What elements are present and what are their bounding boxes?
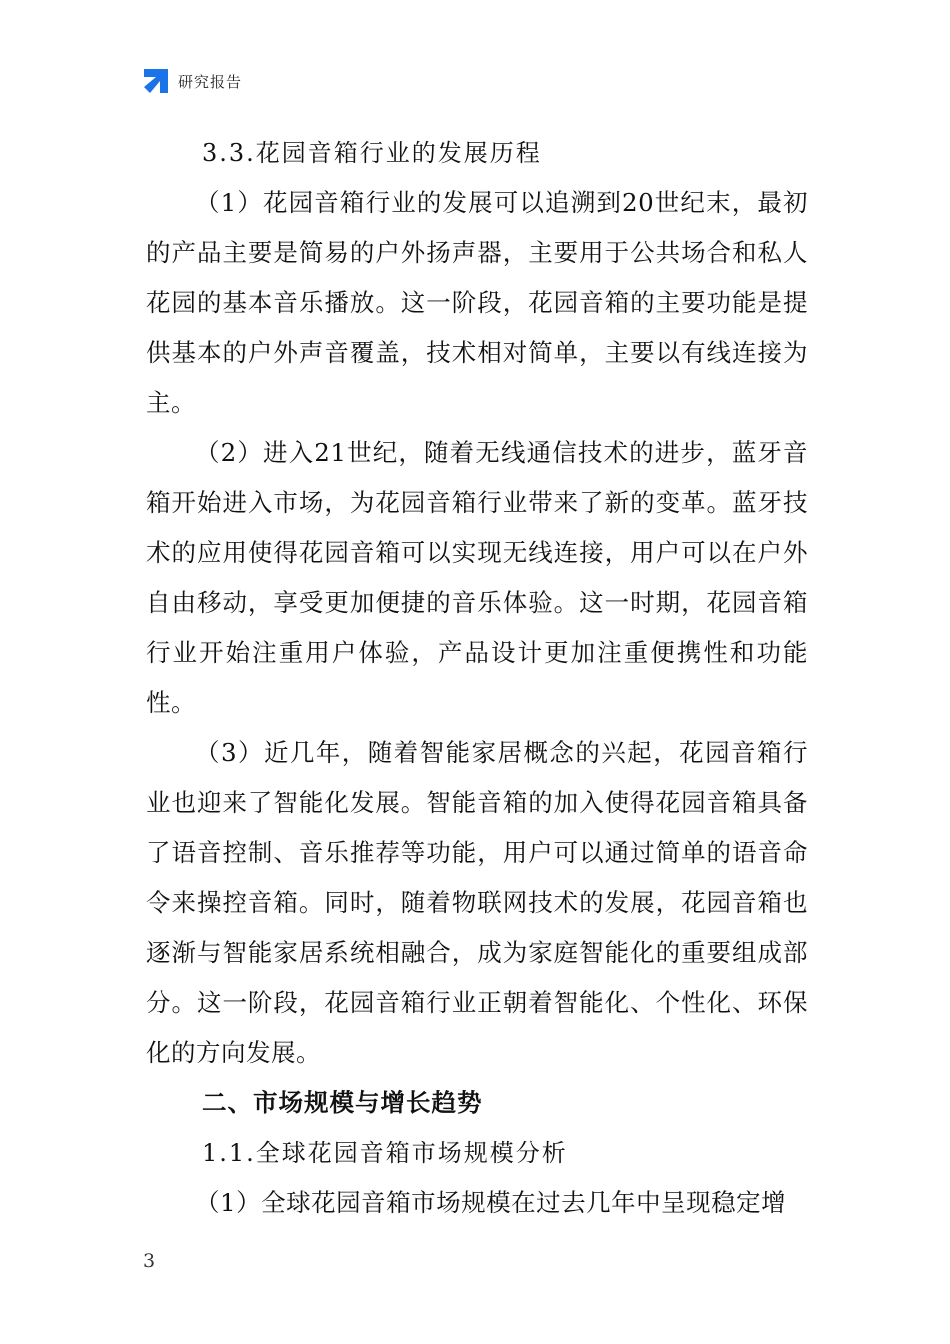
chapter-heading-2: 二、市场规模与增长趋势 — [202, 1088, 483, 1117]
section-heading-3-3: 3.3.花园音箱行业的发展历程 — [202, 139, 542, 167]
paragraph-3-3-2: （2）进入21世纪，随着无线通信技术的进步，蓝牙音箱开始进入市场，为花园音箱行业带来了新的变革。蓝牙技术的应用使得花园音箱可以实现无线连接，用户可以在户外自由移动，享受更加便捷的音乐体验。这一时期，花园音箱行业开始注重用户体验，产品设计更加注重便携性和功能性。 — [146, 438, 808, 717]
section-heading-1-1: 1.1.全球花园音箱市场规模分析 — [202, 1139, 568, 1167]
document-body — [146, 128, 808, 1228]
paragraph-3-3-1: （1）花园音箱行业的发展可以追溯到20世纪末，最初的产品主要是简易的户外扬声器，主要用于公共场合和私人花园的基本音乐播放。这一阶段，花园音箱的主要功能是提供基本的户外声音覆盖，技术相对简单，主要以有线连接为主。 — [146, 188, 808, 417]
header-title: 研究报告 — [178, 72, 243, 91]
page-header — [142, 66, 242, 96]
paragraph-1-1-1: （1）全球花园音箱市场规模在过去几年中呈现稳定增 — [195, 1188, 787, 1217]
paragraph-3-3-3: （3）近几年，随着智能家居概念的兴起，花园音箱行业也迎来了智能化发展。智能音箱的加入使得花园音箱具备了语音控制、音乐推荐等功能，用户可以通过简单的语音命令来操控音箱。同时，随着物联网技术的发展，花园音箱也逐渐与智能家居系统相融合，成为家庭智能化的重要组成部分。这一阶段，花园音箱行业正朝着智能化、个性化、环保化的方向发展。 — [146, 738, 808, 1067]
arrow-up-right-logo-icon — [142, 67, 170, 95]
page-number: 3 — [143, 1250, 156, 1272]
